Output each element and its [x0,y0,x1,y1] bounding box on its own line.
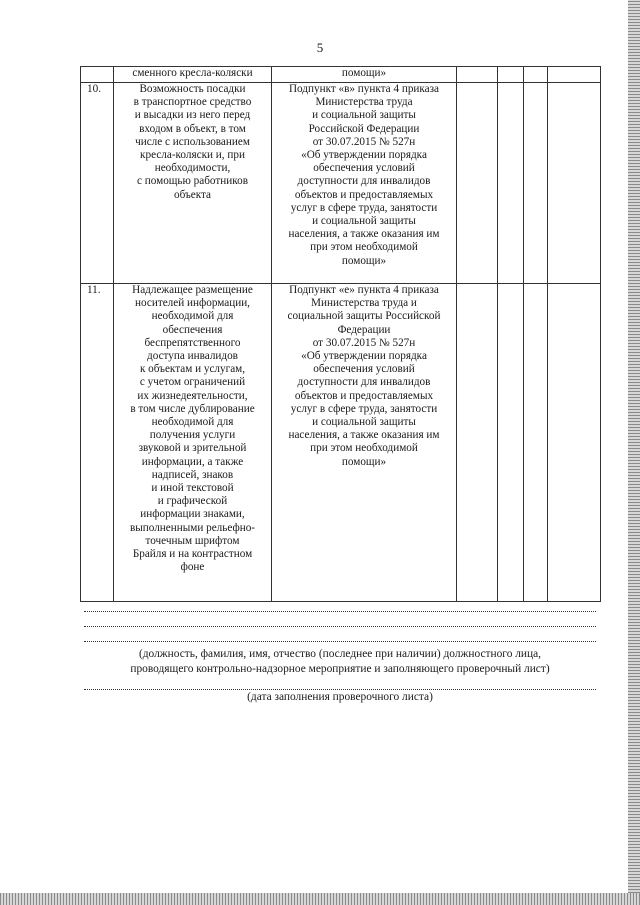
cell-line: беспрепятственного [144,336,241,349]
answer-no-cell[interactable] [498,83,524,284]
cell-line: при этом необходимой [310,442,418,455]
legal-basis-cell [272,83,457,284]
checklist-table [80,66,601,602]
cell-line: «Об утверждении порядка [301,149,427,162]
cell-line: населения, а также оказания им [288,429,440,442]
page-number: 5 [316,40,324,55]
cell-line: их жизнедеятельности, [137,389,248,402]
cell-line: «Об утверждении порядка [301,350,427,363]
answer-no-cell[interactable] [498,67,524,83]
cell-line: от 30.07.2015 № 527н [312,135,416,148]
cell-line: звуковой и зрительной [138,442,247,455]
cell-line: населения, а также оказания им [288,228,440,241]
cell-line: доступности для инвалидов [297,175,431,188]
cell-line: необходимости, [154,162,231,175]
cell-line: Федерации [337,323,391,336]
legal-basis-cell: помощи» [272,67,457,83]
cell-line: точечным шрифтом [145,534,240,547]
cell-line: обеспечения [162,323,223,336]
answer-yes-cell[interactable] [457,83,498,284]
cell-line: и социальной защиты [312,109,416,122]
cell-line: объекта [173,188,212,201]
official-caption-line2: проводящего контрольно-надзорное мероприятие и заполняющего проверочный лист) [130,663,550,675]
cell-line: объектов и предоставляемых [294,188,434,201]
cell-line: и высадки из него перед [134,109,251,122]
answer-yes-cell[interactable] [457,67,498,83]
answer-na-cell[interactable] [524,67,548,83]
cell-line: социальной защиты Российской [287,310,441,323]
cell-line: информации, а также [141,455,244,468]
cell-line: доступа инвалидов [147,350,238,363]
row-number: 10. [81,83,114,284]
scan-edge-bottom [0,893,640,905]
table-row [81,83,601,284]
cell-line: в том числе дублирование [130,402,255,415]
cell-line: Министерства труда и [311,297,417,310]
cell-line: фоне [180,561,205,574]
cell-line: Возможность посадки [139,83,246,95]
legal-basis-cell [272,284,457,602]
table-row-continuation [81,67,601,83]
cell-line: носителей информации, [135,297,250,310]
cell-line: при этом необходимой [310,241,418,254]
cell-line: входом в объект, в том [139,122,246,135]
row-number: 11. [81,284,114,602]
cell-line: от 30.07.2015 № 527н [312,336,416,349]
cell-line: с помощью работников [137,175,248,188]
cell-line: помощи» [341,254,387,267]
cell-line: с учетом ограничений [139,376,246,389]
note-cell[interactable] [548,284,601,602]
cell-line: в транспортное средство [133,96,252,109]
table-row [81,284,601,602]
row-number [81,67,114,83]
cell-line: кресла-коляски и, при [140,149,245,162]
cell-line: информации знаками, [140,508,245,521]
signature-line[interactable] [84,626,596,627]
cell-line: услуг в сфере труда, занятости [290,201,438,214]
answer-yes-cell[interactable] [457,284,498,602]
answer-no-cell[interactable] [498,284,524,602]
answer-na-cell[interactable] [524,83,548,284]
cell-line: Надлежащее размещение [132,284,253,296]
cell-line: Брайля и на контрастном [132,548,253,561]
cell-line: числе с использованием [135,135,250,148]
scan-edge-right [628,0,640,905]
cell-line: Подпункт «в» пункта 4 приказа [288,83,440,95]
requirement-cell [114,284,272,602]
cell-line: выполненными рельефно- [129,521,256,534]
cell-line: обеспечения условий [313,363,415,376]
cell-line: получения услуги [149,429,236,442]
cell-line: необходимой для [151,310,234,323]
date-caption: (дата заполнения проверочного листа) [247,691,433,703]
cell-line: и социальной защиты [312,416,416,429]
cell-line: услуг в сфере труда, занятости [290,402,438,415]
cell-line: необходимой для [151,416,234,429]
signature-line[interactable] [84,641,596,642]
cell-line: к объектам и услугам, [139,363,246,376]
cell-line: обеспечения условий [313,162,415,175]
requirement-cell: сменного кресла-коляски [114,67,272,83]
cell-line: объектов и предоставляемых [294,389,434,402]
official-caption-line1: (должность, фамилия, имя, отчество (последнее при наличии) должностного лица, [138,648,542,660]
note-cell[interactable] [548,67,601,83]
signature-line[interactable] [84,611,596,612]
answer-na-cell[interactable] [524,284,548,602]
cell-line: Подпункт «е» пункта 4 приказа [289,284,439,296]
cell-line: и иной текстовой [151,482,234,495]
cell-line: и социальной защиты [312,215,416,228]
cell-line: помощи» [341,455,387,468]
cell-line: доступности для инвалидов [297,376,431,389]
cell-line: Российской Федерации [308,122,420,135]
cell-line: Министерства труда [315,96,413,109]
note-cell[interactable] [548,83,601,284]
requirement-cell [114,83,272,284]
cell-line: надписей, знаков [151,468,234,481]
cell-line: и графической [157,495,228,508]
